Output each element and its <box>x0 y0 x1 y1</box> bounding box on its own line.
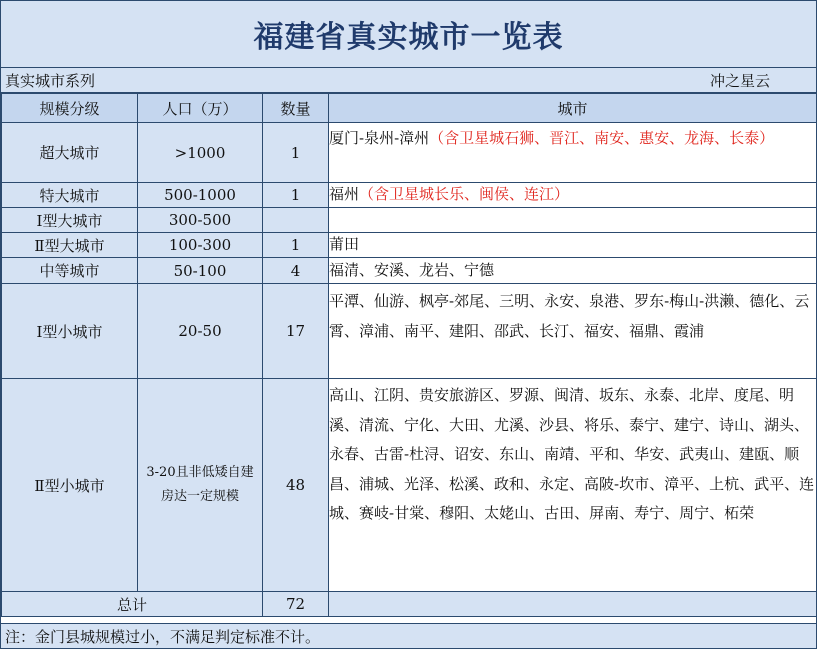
count-cell: 48 <box>263 379 329 592</box>
scale-cell: Ⅰ型大城市 <box>2 208 138 233</box>
cities-cell <box>329 208 817 233</box>
cities-cell: 平潭、仙游、枫亭-郊尾、三明、永安、泉港、罗东-梅山-洪濑、德化、云霄、漳浦、南平、建阳、邵武、长汀、福安、福鼎、霞浦 <box>329 284 817 379</box>
city-table <box>1 93 817 617</box>
header-cities: 城市 <box>329 94 817 123</box>
cities-note: （含卫星城石狮、晋江、南安、惠安、龙海、长泰） <box>429 129 775 147</box>
table-row <box>2 284 817 379</box>
header-population: 人口（万） <box>138 94 263 123</box>
population-cell: >1000 <box>138 123 263 183</box>
scale-cell: Ⅱ型小城市 <box>2 379 138 592</box>
table-row <box>2 183 817 208</box>
total-label: 总计 <box>2 592 263 617</box>
title-bar <box>1 1 816 68</box>
table-row <box>2 123 817 183</box>
total-empty <box>329 592 817 617</box>
scale-cell: 特大城市 <box>2 183 138 208</box>
scale-cell: 中等城市 <box>2 258 138 284</box>
total-count: 72 <box>263 592 329 617</box>
population-cell: 100-300 <box>138 233 263 258</box>
population-cell: 3-20且非低矮自建房达一定规模 <box>138 379 263 592</box>
scale-cell: 超大城市 <box>2 123 138 183</box>
author-label: 冲之星云 <box>709 71 770 90</box>
footnote: 注：金门县城规模过小，不满足判定标准不计。 <box>1 623 816 648</box>
population-cell: 300-500 <box>138 208 263 233</box>
table-row <box>2 379 817 592</box>
scale-cell: Ⅱ型大城市 <box>2 233 138 258</box>
scale-cell: Ⅰ型小城市 <box>2 284 138 379</box>
cities-cell: 福清、安溪、龙岩、宁德 <box>329 258 817 284</box>
count-cell: 17 <box>263 284 329 379</box>
header-scale: 规模分级 <box>2 94 138 123</box>
cities-main: 福州 <box>329 185 360 203</box>
table-row <box>2 208 817 233</box>
population-cell: 500-1000 <box>138 183 263 208</box>
table-row <box>2 258 817 284</box>
series-label: 真实城市系列 <box>5 71 96 90</box>
cities-main: 厦门-泉州-漳州 <box>329 129 430 147</box>
count-cell <box>263 208 329 233</box>
table-row <box>2 233 817 258</box>
cities-cell: 莆田 <box>329 233 817 258</box>
cities-cell <box>329 183 817 208</box>
header-count: 数量 <box>263 94 329 123</box>
page-title: 福建省真实城市一览表 <box>253 20 564 55</box>
subtitle-bar <box>1 68 816 93</box>
count-cell: 1 <box>263 233 329 258</box>
header-row <box>2 94 817 123</box>
population-cell: 20-50 <box>138 284 263 379</box>
cities-cell <box>329 123 817 183</box>
count-cell: 1 <box>263 123 329 183</box>
count-cell: 4 <box>263 258 329 284</box>
total-row <box>2 592 817 617</box>
cities-note: （含卫星城长乐、闽侯、连江） <box>359 185 570 203</box>
cities-cell: 高山、江阴、贵安旅游区、罗源、闽清、坂东、永泰、北岸、度尾、明溪、清流、宁化、大田、尤溪、沙县、将乐、泰宁、建宁、诗山、湖头、永春、古雷-杜浔、诏安、东山、南靖、平和、华安、武夷山、建瓯、顺昌、浦城、光泽、松溪、政和、永定、高陂-坎市、漳平、上杭、武平、连城、赛岐-甘棠、穆阳、太姥山、古田、屏南、寿宁、周宁、柘荣 <box>329 379 817 592</box>
count-cell: 1 <box>263 183 329 208</box>
population-cell: 50-100 <box>138 258 263 284</box>
